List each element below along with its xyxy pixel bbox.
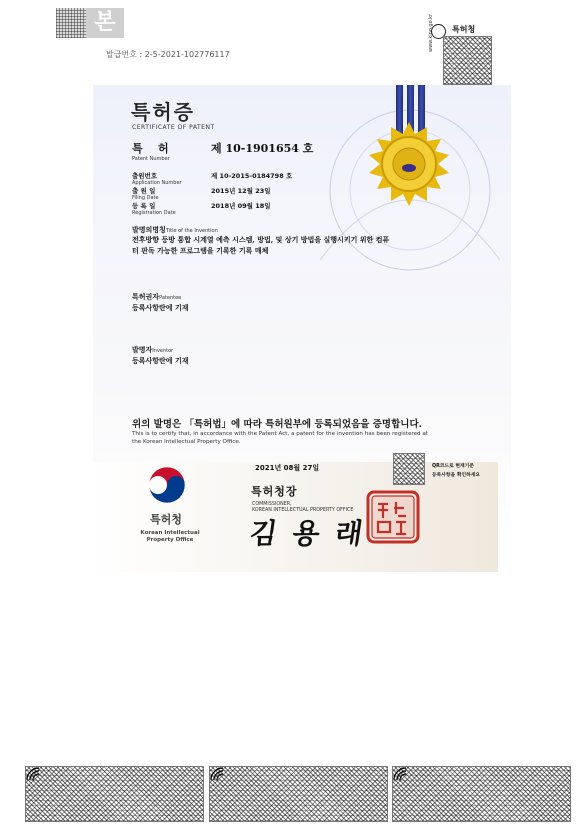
side-url: www.kipo.go.kr bbox=[428, 13, 434, 52]
commissioner-en-1: COMMISSIONER, bbox=[252, 502, 292, 507]
inventor-value: 등록사항란에 기재 bbox=[132, 357, 189, 365]
org-name-en-1: Korean Intellectual bbox=[140, 530, 200, 536]
top-stamp-box: 본 bbox=[86, 8, 124, 38]
certify-statement-en-1: This is to certify that, in accordance with the Patent Act, a patent for the invention has been registered at bbox=[132, 431, 428, 437]
registration-date-label-en: Registration Date bbox=[132, 210, 176, 216]
inventor-label bbox=[132, 345, 173, 355]
invention-title-label-en: Title of the Invention bbox=[165, 228, 218, 234]
org-name-ko: 특허청 bbox=[150, 513, 182, 526]
filing-date-label-en: Filing Date bbox=[132, 195, 159, 201]
top-stamp-pattern bbox=[56, 8, 86, 38]
registration-date-label: 등 록 일 bbox=[132, 202, 156, 210]
patent-number-en: Patent Number bbox=[132, 156, 170, 162]
kipo-label: 특허청 bbox=[452, 25, 476, 34]
invention-title-label-ko: 발명의명칭 bbox=[132, 226, 166, 234]
registration-date-value: 2018년 09월 18일 bbox=[211, 202, 271, 210]
certificate-title: 특허증 bbox=[131, 100, 195, 124]
issue-date: 2021년 08월 27일 bbox=[255, 464, 320, 472]
kipo-taeguk-logo-icon bbox=[145, 463, 189, 507]
patent-label: 특 허 bbox=[132, 142, 169, 155]
certificate-title-en: CERTIFICATE OF PATENT bbox=[132, 124, 215, 131]
kipo-qr-code bbox=[443, 36, 492, 85]
patentee-label bbox=[132, 292, 181, 302]
invention-title-label bbox=[132, 225, 218, 235]
qr-note-2: 등록사항을 확인하세요 bbox=[432, 473, 481, 478]
patentee-label-en: Patentee bbox=[159, 295, 182, 301]
commissioner-en-2: KOREAN INTELLECTUAL PROPERTY OFFICE bbox=[252, 508, 354, 513]
invention-title-line-2: 터 판독 가능한 프로그램을 기록한 기록 매체 bbox=[132, 246, 269, 255]
official-red-seal-icon bbox=[366, 490, 420, 544]
security-strip-corner-icon bbox=[25, 766, 41, 782]
application-number-value: 제 10-2015-0184798 호 bbox=[211, 172, 293, 180]
certify-statement-ko: 위의 발명은 「특허법」에 따라 특허원부에 등록되었음을 증명합니다. bbox=[132, 419, 422, 430]
qr-note-1: QR코드로 현재기준 bbox=[432, 464, 474, 469]
patentee-value: 등록사항란에 기재 bbox=[132, 304, 189, 312]
application-number-label-en: Application Number bbox=[132, 180, 182, 186]
inventor-label-ko: 발명자 bbox=[132, 346, 153, 354]
issue-number: 발급번호 : 2-5-2021-102776117 bbox=[106, 50, 230, 59]
certify-statement-en-2: the Korean Intellectual Property Office. bbox=[132, 439, 241, 445]
filing-date-label: 출 원 일 bbox=[132, 187, 156, 195]
application-number-label: 출원번호 bbox=[132, 172, 158, 180]
security-qr-strip-2 bbox=[209, 766, 388, 822]
gold-medal-seal-icon bbox=[363, 122, 455, 214]
security-strip-corner-icon bbox=[209, 766, 225, 782]
verification-qr-code bbox=[393, 453, 425, 485]
patent-number: 제 10-1901654 호 bbox=[211, 142, 314, 155]
security-qr-strip-1 bbox=[25, 766, 204, 822]
commissioner-signature: 김 용 래 bbox=[247, 517, 368, 550]
security-strip-corner-icon bbox=[392, 766, 408, 782]
patentee-label-ko: 특허권자 bbox=[132, 293, 160, 301]
invention-title-line-1: 전후방향 등방 통합 시계열 예측 시스템, 방법, 및 상기 방법을 실행시키기 위한 컴퓨 bbox=[132, 235, 390, 244]
org-name-en-2: Property Office bbox=[146, 537, 194, 543]
security-qr-strip-3 bbox=[392, 766, 571, 822]
filing-date-value: 2015년 12월 23일 bbox=[211, 187, 271, 195]
inventor-label-en: Inventor bbox=[152, 348, 174, 354]
commissioner-title: 특허청장 bbox=[251, 485, 298, 498]
